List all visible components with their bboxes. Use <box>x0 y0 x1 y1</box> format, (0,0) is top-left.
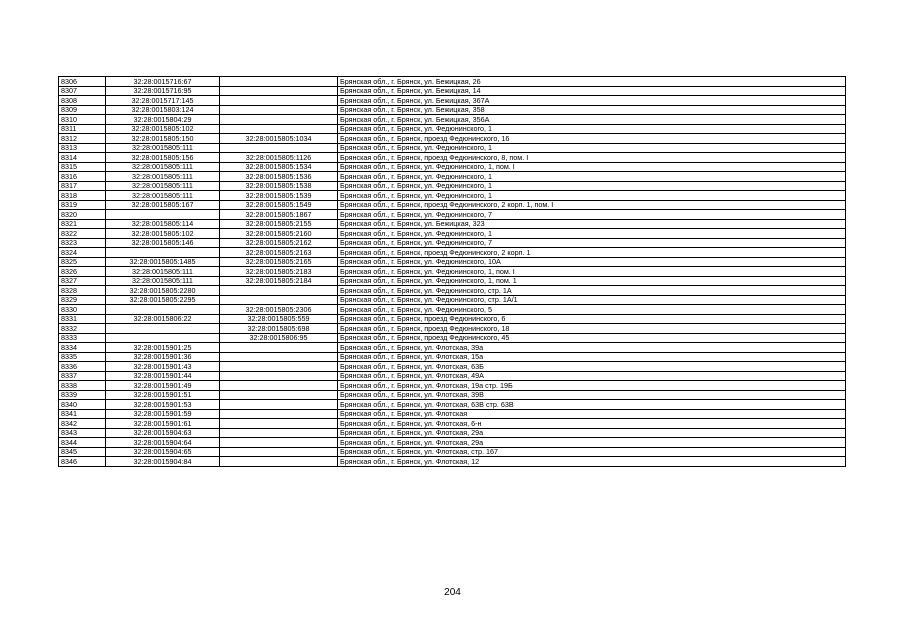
building-cadastral-number-cell <box>220 409 338 419</box>
table-row <box>59 238 846 248</box>
cadastral-number-cell: 32:28:0015805:156 <box>106 153 220 163</box>
table-row <box>59 352 846 362</box>
table-row <box>59 77 846 87</box>
building-cadastral-number-cell <box>220 390 338 400</box>
table-row <box>59 248 846 258</box>
row-number-cell: 8331 <box>59 314 106 324</box>
building-cadastral-number-cell <box>220 371 338 381</box>
cadastral-number-cell: 32:28:0015803:124 <box>106 105 220 115</box>
table-row <box>59 276 846 286</box>
cadastral-number-cell: 32:28:0015901:36 <box>106 352 220 362</box>
cadastral-number-cell: 32:28:0015805:167 <box>106 200 220 210</box>
address-cell: Брянская обл., г. Брянск, ул. Флотская <box>338 409 846 419</box>
cadastral-number-cell <box>106 324 220 334</box>
cadastral-number-cell: 32:28:0015901:44 <box>106 371 220 381</box>
address-cell: Брянская обл., г. Брянск, проезд Федюнинского, 2 корп. 1, пом. I <box>338 200 846 210</box>
row-number-cell: 8328 <box>59 286 106 296</box>
table-row <box>59 115 846 125</box>
row-number-cell: 8344 <box>59 438 106 448</box>
building-cadastral-number-cell <box>220 381 338 391</box>
cadastral-number-cell: 32:28:0015805:111 <box>106 276 220 286</box>
row-number-cell: 8333 <box>59 333 106 343</box>
address-cell: Брянская обл., г. Брянск, ул. Федюнинского, стр. 1А <box>338 286 846 296</box>
table-row <box>59 428 846 438</box>
cadastral-number-cell <box>106 305 220 315</box>
row-number-cell: 8343 <box>59 428 106 438</box>
address-cell: Брянская обл., г. Брянск, проезд Федюнинского, 8, пом. I <box>338 153 846 163</box>
address-cell: Брянская обл., г. Брянск, ул. Федюнинского, 1 <box>338 172 846 182</box>
cadastral-number-cell: 32:28:0015717:145 <box>106 96 220 106</box>
building-cadastral-number-cell: 32:28:0015805:2184 <box>220 276 338 286</box>
building-cadastral-number-cell <box>220 105 338 115</box>
cadastral-number-cell: 32:28:0015805:114 <box>106 219 220 229</box>
table-row <box>59 447 846 457</box>
table-row <box>59 390 846 400</box>
cadastral-number-cell: 32:28:0015805:1485 <box>106 257 220 267</box>
building-cadastral-number-cell: 32:28:0015805:2306 <box>220 305 338 315</box>
address-cell: Брянская обл., г. Брянск, ул. Бежицкая, 323 <box>338 219 846 229</box>
cadastral-number-cell: 32:28:0015805:102 <box>106 124 220 134</box>
address-cell: Брянская обл., г. Брянск, ул. Федюнинского, 5 <box>338 305 846 315</box>
row-number-cell: 8345 <box>59 447 106 457</box>
address-cell: Брянская обл., г. Брянск, ул. Федюнинского, 10А <box>338 257 846 267</box>
row-number-cell: 8313 <box>59 143 106 153</box>
building-cadastral-number-cell: 32:28:0015805:1549 <box>220 200 338 210</box>
cadastral-number-cell: 32:28:0015806:22 <box>106 314 220 324</box>
row-number-cell: 8306 <box>59 77 106 87</box>
table-row <box>59 324 846 334</box>
row-number-cell: 8336 <box>59 362 106 372</box>
address-cell: Брянская обл., г. Брянск, ул. Федюнинского, 1, пом. I <box>338 162 846 172</box>
cadastral-number-cell: 32:28:0015805:2280 <box>106 286 220 296</box>
table-row <box>59 400 846 410</box>
cadastral-number-cell: 32:28:0015904:65 <box>106 447 220 457</box>
cadastral-number-cell: 32:28:0015805:111 <box>106 162 220 172</box>
address-cell: Брянская обл., г. Брянск, ул. Федюнинского, 7 <box>338 238 846 248</box>
cadastral-number-cell: 32:28:0015904:63 <box>106 428 220 438</box>
cadastral-number-cell: 32:28:0015805:2295 <box>106 295 220 305</box>
cadastral-number-cell: 32:28:0015805:146 <box>106 238 220 248</box>
address-cell: Брянская обл., г. Брянск, ул. Флотская, 49А <box>338 371 846 381</box>
address-cell: Брянская обл., г. Брянск, проезд Федюнинского, 16 <box>338 134 846 144</box>
table-row <box>59 305 846 315</box>
cadastral-number-cell: 32:28:0015805:102 <box>106 229 220 239</box>
row-number-cell: 8310 <box>59 115 106 125</box>
registry-table-body <box>59 77 846 467</box>
address-cell: Брянская обл., г. Брянск, проезд Федюнинского, 45 <box>338 333 846 343</box>
row-number-cell: 8341 <box>59 409 106 419</box>
building-cadastral-number-cell <box>220 457 338 467</box>
address-cell: Брянская обл., г. Брянск, ул. Федюнинского, 1, пом. I <box>338 267 846 277</box>
registry-table <box>58 76 846 467</box>
address-cell: Брянская обл., г. Брянск, ул. Федюнинского, 1 <box>338 143 846 153</box>
row-number-cell: 8307 <box>59 86 106 96</box>
row-number-cell: 8311 <box>59 124 106 134</box>
cadastral-number-cell: 32:28:0015901:43 <box>106 362 220 372</box>
row-number-cell: 8332 <box>59 324 106 334</box>
row-number-cell: 8320 <box>59 210 106 220</box>
building-cadastral-number-cell <box>220 352 338 362</box>
building-cadastral-number-cell: 32:28:0015805:2155 <box>220 219 338 229</box>
address-cell: Брянская обл., г. Брянск, ул. Федюнинского, 1 <box>338 229 846 239</box>
address-cell: Брянская обл., г. Брянск, ул. Флотская, 63Б <box>338 362 846 372</box>
address-cell: Брянская обл., г. Брянск, ул. Федюнинского, 1 <box>338 181 846 191</box>
building-cadastral-number-cell <box>220 86 338 96</box>
table-row <box>59 438 846 448</box>
address-cell: Брянская обл., г. Брянск, ул. Флотская, 12 <box>338 457 846 467</box>
building-cadastral-number-cell <box>220 286 338 296</box>
building-cadastral-number-cell: 32:28:0015805:1539 <box>220 191 338 201</box>
cadastral-number-cell <box>106 333 220 343</box>
address-cell: Брянская обл., г. Брянск, проезд Федюнинского, 6 <box>338 314 846 324</box>
row-number-cell: 8323 <box>59 238 106 248</box>
cadastral-number-cell: 32:28:0015901:53 <box>106 400 220 410</box>
cadastral-number-cell <box>106 248 220 258</box>
cadastral-number-cell: 32:28:0015805:111 <box>106 181 220 191</box>
building-cadastral-number-cell: 32:28:0015805:1034 <box>220 134 338 144</box>
building-cadastral-number-cell: 32:28:0015805:1534 <box>220 162 338 172</box>
building-cadastral-number-cell: 32:28:0015805:2160 <box>220 229 338 239</box>
cadastral-number-cell: 32:28:0015901:49 <box>106 381 220 391</box>
table-row <box>59 371 846 381</box>
cadastral-number-cell: 32:28:0015804:29 <box>106 115 220 125</box>
table-row <box>59 409 846 419</box>
row-number-cell: 8308 <box>59 96 106 106</box>
table-row <box>59 229 846 239</box>
address-cell: Брянская обл., г. Брянск, ул. Флотская, 29а <box>338 438 846 448</box>
cadastral-number-cell: 32:28:0015805:111 <box>106 143 220 153</box>
address-cell: Брянская обл., г. Брянск, ул. Бежицкая, 14 <box>338 86 846 96</box>
address-cell: Брянская обл., г. Брянск, ул. Бежицкая, 26 <box>338 77 846 87</box>
row-number-cell: 8321 <box>59 219 106 229</box>
table-row <box>59 343 846 353</box>
building-cadastral-number-cell: 32:28:0015805:1536 <box>220 172 338 182</box>
building-cadastral-number-cell <box>220 438 338 448</box>
table-row <box>59 153 846 163</box>
cadastral-number-cell: 32:28:0015904:84 <box>106 457 220 467</box>
address-cell: Брянская обл., г. Брянск, ул. Флотская, 29а <box>338 428 846 438</box>
address-cell: Брянская обл., г. Брянск, ул. Флотская, 63В стр. 63В <box>338 400 846 410</box>
building-cadastral-number-cell: 32:28:0015805:2183 <box>220 267 338 277</box>
address-cell: Брянская обл., г. Брянск, ул. Бежицкая, 367А <box>338 96 846 106</box>
address-cell: Брянская обл., г. Брянск, ул. Флотская, 39В <box>338 390 846 400</box>
row-number-cell: 8312 <box>59 134 106 144</box>
address-cell: Брянская обл., г. Брянск, проезд Федюнинского, 18 <box>338 324 846 334</box>
table-row <box>59 124 846 134</box>
building-cadastral-number-cell <box>220 400 338 410</box>
row-number-cell: 8338 <box>59 381 106 391</box>
table-row <box>59 286 846 296</box>
row-number-cell: 8317 <box>59 181 106 191</box>
address-cell: Брянская обл., г. Брянск, ул. Флотская, стр. 167 <box>338 447 846 457</box>
row-number-cell: 8309 <box>59 105 106 115</box>
building-cadastral-number-cell <box>220 428 338 438</box>
row-number-cell: 8342 <box>59 419 106 429</box>
row-number-cell: 8335 <box>59 352 106 362</box>
table-row <box>59 219 846 229</box>
address-cell: Брянская обл., г. Брянск, ул. Федюнинского, 1 <box>338 124 846 134</box>
table-row <box>59 134 846 144</box>
table-row <box>59 267 846 277</box>
address-cell: Брянская обл., г. Брянск, ул. Федюнинского, 1 <box>338 191 846 201</box>
table-row <box>59 191 846 201</box>
building-cadastral-number-cell <box>220 362 338 372</box>
building-cadastral-number-cell: 32:28:0015805:559 <box>220 314 338 324</box>
building-cadastral-number-cell <box>220 115 338 125</box>
address-cell: Брянская обл., г. Брянск, ул. Флотская, 39а <box>338 343 846 353</box>
table-row <box>59 210 846 220</box>
cadastral-number-cell: 32:28:0015901:51 <box>106 390 220 400</box>
address-cell: Брянская обл., г. Брянск, ул. Федюнинского, 1, пом. 1 <box>338 276 846 286</box>
row-number-cell: 8314 <box>59 153 106 163</box>
table-row <box>59 181 846 191</box>
building-cadastral-number-cell <box>220 447 338 457</box>
table-row <box>59 86 846 96</box>
row-number-cell: 8322 <box>59 229 106 239</box>
row-number-cell: 8318 <box>59 191 106 201</box>
row-number-cell: 8319 <box>59 200 106 210</box>
building-cadastral-number-cell: 32:28:0015805:1538 <box>220 181 338 191</box>
building-cadastral-number-cell: 32:28:0015805:2162 <box>220 238 338 248</box>
cadastral-number-cell: 32:28:0015716:95 <box>106 86 220 96</box>
building-cadastral-number-cell: 32:28:0015805:2165 <box>220 257 338 267</box>
table-row <box>59 333 846 343</box>
table-row <box>59 162 846 172</box>
table-row <box>59 381 846 391</box>
address-cell: Брянская обл., г. Брянск, ул. Бежицкая, 358 <box>338 105 846 115</box>
table-row <box>59 314 846 324</box>
cadastral-number-cell: 32:28:0015901:61 <box>106 419 220 429</box>
table-row <box>59 143 846 153</box>
cadastral-number-cell <box>106 210 220 220</box>
cadastral-number-cell: 32:28:0015716:67 <box>106 77 220 87</box>
address-cell: Брянская обл., г. Брянск, ул. Федюнинского, 7 <box>338 210 846 220</box>
address-cell: Брянская обл., г. Брянск, ул. Федюнинского, стр. 1А/1 <box>338 295 846 305</box>
address-cell: Брянская обл., г. Брянск, проезд Федюнинского, 2 корп. 1 <box>338 248 846 258</box>
table-row <box>59 362 846 372</box>
row-number-cell: 8329 <box>59 295 106 305</box>
building-cadastral-number-cell <box>220 77 338 87</box>
table-row <box>59 257 846 267</box>
table-row <box>59 96 846 106</box>
building-cadastral-number-cell <box>220 96 338 106</box>
row-number-cell: 8340 <box>59 400 106 410</box>
building-cadastral-number-cell: 32:28:0015805:1126 <box>220 153 338 163</box>
cadastral-number-cell: 32:28:0015805:111 <box>106 172 220 182</box>
table-row <box>59 295 846 305</box>
building-cadastral-number-cell: 32:28:0015805:1867 <box>220 210 338 220</box>
row-number-cell: 8334 <box>59 343 106 353</box>
address-cell: Брянская обл., г. Брянск, ул. Флотская, 6-н <box>338 419 846 429</box>
cadastral-number-cell: 32:28:0015901:25 <box>106 343 220 353</box>
cadastral-number-cell: 32:28:0015805:150 <box>106 134 220 144</box>
row-number-cell: 8324 <box>59 248 106 258</box>
table-row <box>59 457 846 467</box>
row-number-cell: 8327 <box>59 276 106 286</box>
table-row <box>59 105 846 115</box>
row-number-cell: 8316 <box>59 172 106 182</box>
building-cadastral-number-cell <box>220 419 338 429</box>
table-row <box>59 419 846 429</box>
row-number-cell: 8337 <box>59 371 106 381</box>
cadastral-number-cell: 32:28:0015904:64 <box>106 438 220 448</box>
address-cell: Брянская обл., г. Брянск, ул. Флотская, 19а стр. 19Б <box>338 381 846 391</box>
building-cadastral-number-cell <box>220 143 338 153</box>
building-cadastral-number-cell: 32:28:0015805:2163 <box>220 248 338 258</box>
building-cadastral-number-cell: 32:28:0015806:95 <box>220 333 338 343</box>
row-number-cell: 8330 <box>59 305 106 315</box>
cadastral-number-cell: 32:28:0015901:59 <box>106 409 220 419</box>
address-cell: Брянская обл., г. Брянск, ул. Бежицкая, 356А <box>338 115 846 125</box>
page-number: 204 <box>444 587 461 598</box>
table-row <box>59 172 846 182</box>
building-cadastral-number-cell <box>220 124 338 134</box>
building-cadastral-number-cell <box>220 343 338 353</box>
row-number-cell: 8346 <box>59 457 106 467</box>
building-cadastral-number-cell <box>220 295 338 305</box>
row-number-cell: 8315 <box>59 162 106 172</box>
row-number-cell: 8339 <box>59 390 106 400</box>
row-number-cell: 8326 <box>59 267 106 277</box>
building-cadastral-number-cell: 32:28:0015805:698 <box>220 324 338 334</box>
cadastral-number-cell: 32:28:0015805:111 <box>106 267 220 277</box>
address-cell: Брянская обл., г. Брянск, ул. Флотская, 15а <box>338 352 846 362</box>
table-row <box>59 200 846 210</box>
row-number-cell: 8325 <box>59 257 106 267</box>
cadastral-number-cell: 32:28:0015805:111 <box>106 191 220 201</box>
